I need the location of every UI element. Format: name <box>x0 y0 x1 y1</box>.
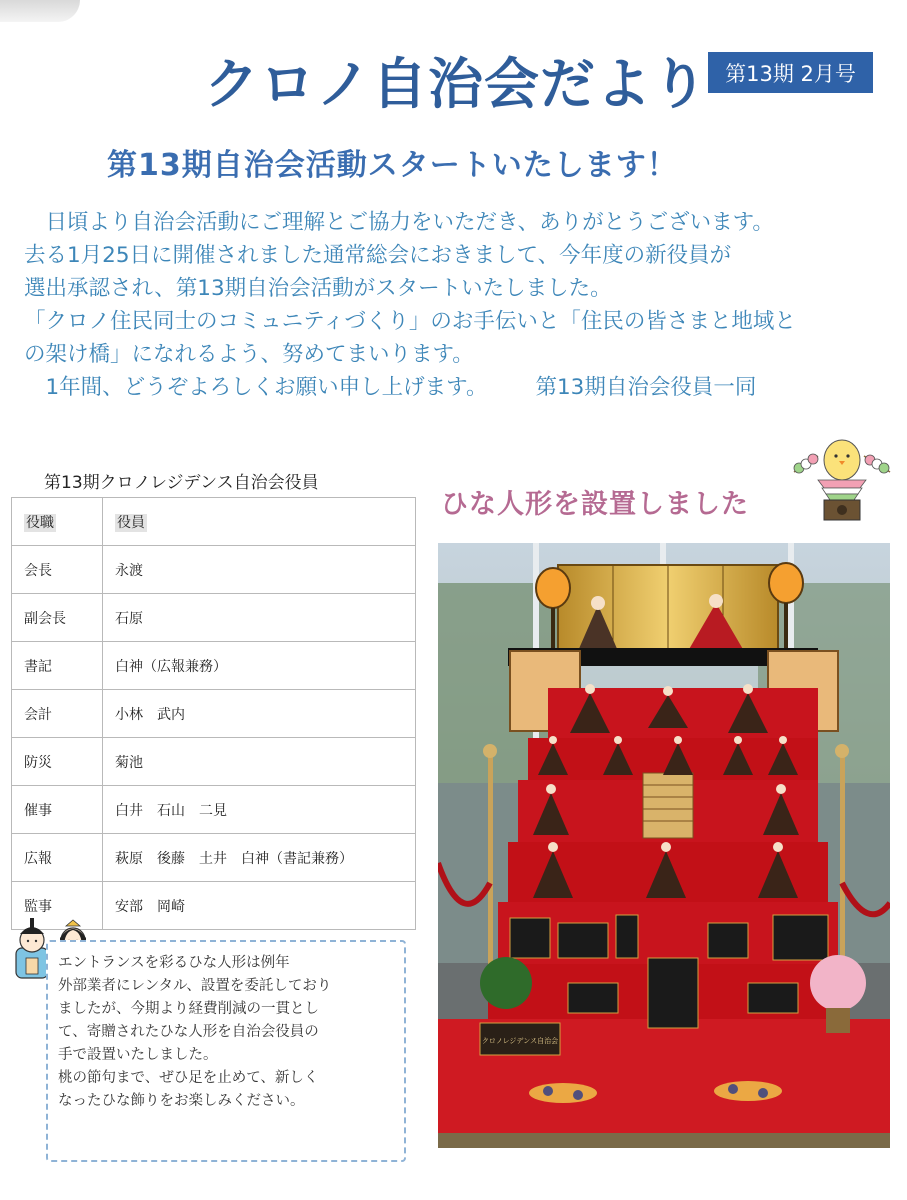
header-cell: 役職 <box>12 498 103 546</box>
note-line: ましたが、今期より経費削減の一貫とし <box>58 1001 319 1017</box>
intro-line: 日頃より自治会活動にご理解とご協力をいただき、ありがとうございます。 <box>24 210 774 235</box>
member-cell: 安部 岡崎 <box>103 882 416 930</box>
masthead <box>0 40 907 120</box>
role-cell: 書記 <box>12 642 103 690</box>
role-cell: 防災 <box>12 738 103 786</box>
hina-note-text <box>58 952 398 1113</box>
member-cell: 萩原 後藤 土井 白神（書記兼務） <box>103 834 416 882</box>
note-line: 桃の節句まで、ぜひ足を止めて、新しく <box>58 1070 319 1086</box>
newsletter-title: クロノ自治会だより <box>204 52 709 116</box>
photo-plaque-text: クロノレジデンス自治会 <box>481 1037 559 1045</box>
note-line: 外部業者にレンタル、設置を委託しており <box>58 978 332 994</box>
role-cell: 会計 <box>12 690 103 738</box>
role-cell: 催事 <box>12 786 103 834</box>
table-row <box>12 738 416 786</box>
role-cell: 広報 <box>12 834 103 882</box>
note-line: なったひな飾りをお楽しみください。 <box>58 1093 305 1109</box>
member-cell: 白神（広報兼務） <box>103 642 416 690</box>
table-row <box>12 546 416 594</box>
hina-heading: ひな人形を設置しました <box>441 489 749 520</box>
officers-table <box>11 497 416 930</box>
signoff: 第13期自治会役員一同 <box>535 375 757 400</box>
intro-line: 「クロノ住民同士のコミュニティづくり」のお手伝いと「住民の皆さまと地域と <box>24 309 796 334</box>
note-line: エントランスを彩るひな人形は例年 <box>58 955 290 971</box>
table-header-row <box>12 498 416 546</box>
member-cell: 白井 石山 二見 <box>103 786 416 834</box>
note-line: 手で設置いたしました。 <box>58 1047 218 1063</box>
intro-line: の架け橋」になれるよう、努めてまいります。 <box>24 342 474 367</box>
role-cell: 副会長 <box>12 594 103 642</box>
corner-shadow <box>0 0 80 22</box>
intro-text <box>24 206 894 404</box>
role-cell: 監事 <box>12 882 103 930</box>
issue-badge: 第13期 2月号 <box>708 52 873 93</box>
table-row <box>12 594 416 642</box>
role-cell: 会長 <box>12 546 103 594</box>
officers-table-title: 第13期クロノレジデンス自治会役員 <box>44 473 319 493</box>
closing-text: 1年間、どうぞよろしくお願い申し上げます。 <box>24 375 488 400</box>
table-row <box>12 786 416 834</box>
chick-icon <box>788 436 896 524</box>
member-cell: 菊池 <box>103 738 416 786</box>
intro-line: 去る1月25日に開催されました通常総会におきまして、今年度の新役員が <box>24 243 732 268</box>
table-row <box>12 642 416 690</box>
member-cell: 石原 <box>103 594 416 642</box>
intro-closing <box>24 371 894 404</box>
header-cell: 役員 <box>103 498 416 546</box>
table-row <box>12 834 416 882</box>
hina-note-box <box>46 940 406 1162</box>
intro-line: 選出承認され、第13期自治会活動がスタートいたしました。 <box>24 276 612 301</box>
hina-doll-photo <box>438 543 890 1148</box>
headline: 第13期自治会活動スタートいたします！ <box>107 148 678 183</box>
member-cell: 永渡 <box>103 546 416 594</box>
member-cell: 小林 武内 <box>103 690 416 738</box>
note-line: て、寄贈されたひな人形を自治会役員の <box>58 1024 319 1040</box>
table-row <box>12 690 416 738</box>
